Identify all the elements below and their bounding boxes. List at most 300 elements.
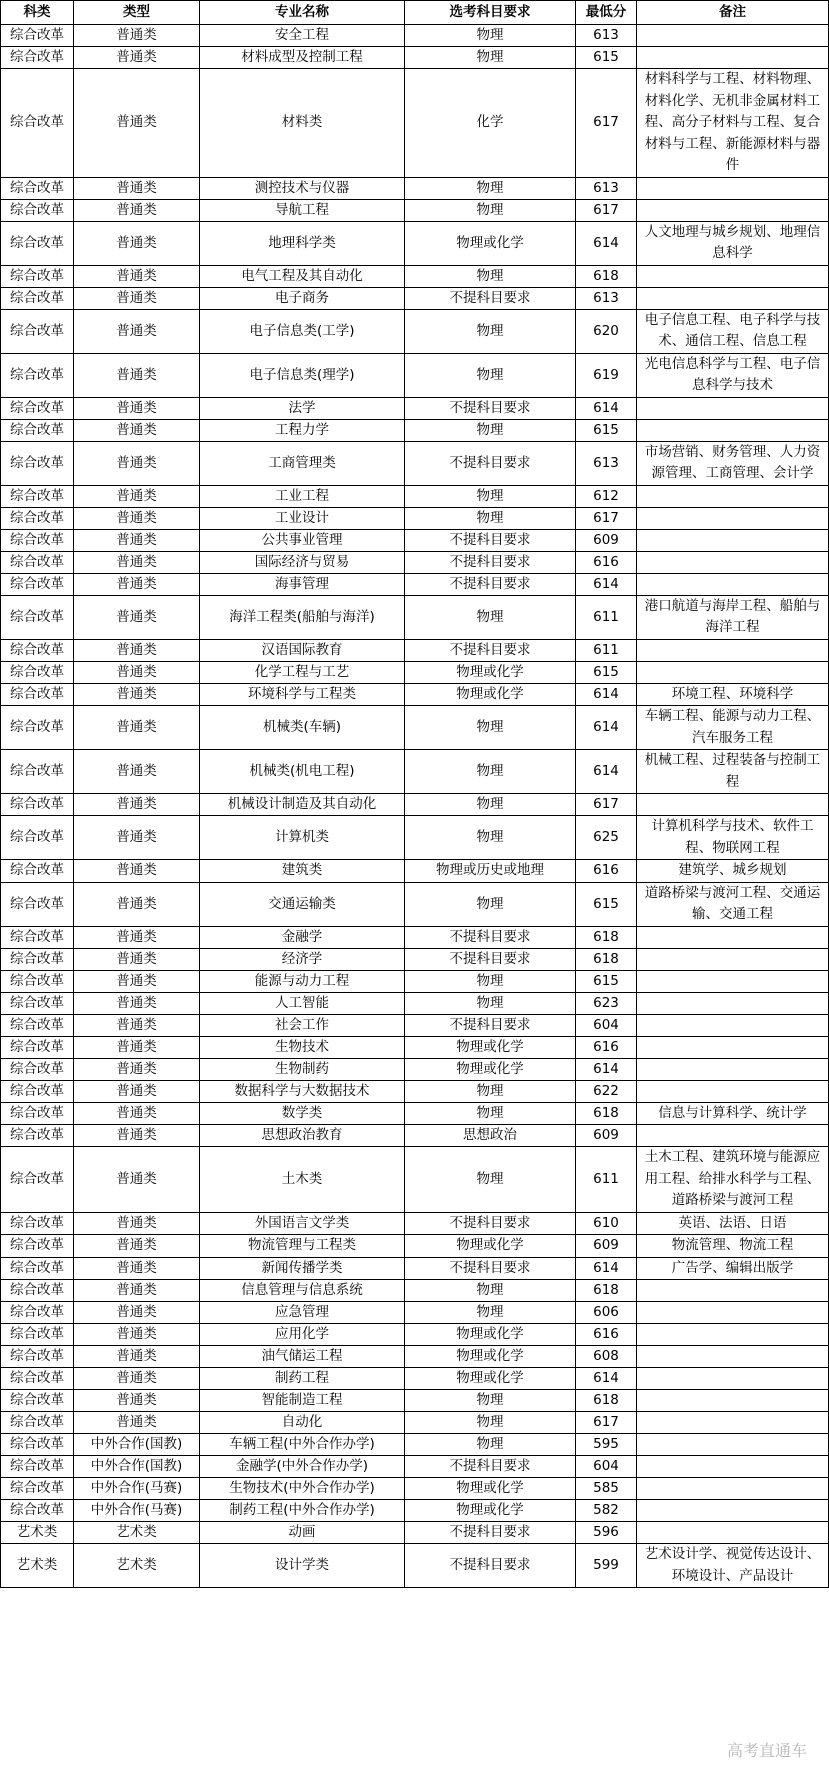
table-row — [1, 397, 829, 419]
cell-notes — [637, 1390, 829, 1412]
cell-category: 综合改革 — [1, 794, 74, 816]
cell-subject-requirement: 物理 — [405, 1280, 576, 1302]
cell-notes — [637, 1500, 829, 1522]
cell-category: 综合改革 — [1, 1036, 74, 1058]
cell-min-score: 614 — [576, 221, 637, 265]
table-row — [1, 1346, 829, 1368]
cell-subject-requirement: 物理或化学 — [405, 221, 576, 265]
table-row — [1, 1102, 829, 1125]
cell-type: 普通类 — [74, 25, 200, 47]
cell-major: 土木类 — [200, 1147, 405, 1213]
cell-major: 材料类 — [200, 69, 405, 178]
cell-type: 普通类 — [74, 1257, 200, 1280]
cell-notes — [637, 794, 829, 816]
table-row — [1, 419, 829, 441]
cell-notes — [637, 507, 829, 529]
cell-min-score: 614 — [576, 1058, 637, 1080]
cell-subject-requirement: 物理 — [405, 595, 576, 639]
cell-notes — [637, 926, 829, 948]
cell-category: 综合改革 — [1, 595, 74, 639]
cell-major: 自动化 — [200, 1412, 405, 1434]
table-row — [1, 573, 829, 595]
cell-major: 建筑类 — [200, 860, 405, 883]
cell-major: 社会工作 — [200, 1014, 405, 1036]
cell-min-score: 604 — [576, 1014, 637, 1036]
table-row — [1, 529, 829, 551]
cell-min-score: 614 — [576, 706, 637, 750]
cell-subject-requirement: 物理 — [405, 199, 576, 221]
cell-notes — [637, 661, 829, 683]
table-row — [1, 507, 829, 529]
cell-major: 生物技术 — [200, 1036, 405, 1058]
cell-min-score: 604 — [576, 1456, 637, 1478]
cell-notes — [637, 1434, 829, 1456]
cell-major: 工业工程 — [200, 485, 405, 507]
cell-subject-requirement: 思想政治 — [405, 1125, 576, 1147]
cell-type: 中外合作(国教) — [74, 1434, 200, 1456]
table-row — [1, 1147, 829, 1213]
cell-type: 艺术类 — [74, 1544, 200, 1588]
cell-subject-requirement: 不提科目要求 — [405, 1456, 576, 1478]
cell-type: 普通类 — [74, 529, 200, 551]
cell-notes — [637, 1368, 829, 1390]
cell-min-score: 609 — [576, 529, 637, 551]
cell-subject-requirement: 物理或化学 — [405, 1478, 576, 1500]
cell-min-score: 606 — [576, 1302, 637, 1324]
cell-category: 综合改革 — [1, 507, 74, 529]
cell-notes — [637, 992, 829, 1014]
table-row — [1, 353, 829, 397]
cell-type: 普通类 — [74, 573, 200, 595]
cell-notes — [637, 1522, 829, 1544]
table-row — [1, 926, 829, 948]
cell-subject-requirement: 物理 — [405, 353, 576, 397]
cell-major: 动画 — [200, 1522, 405, 1544]
cell-type: 普通类 — [74, 1280, 200, 1302]
cell-major: 工商管理类 — [200, 441, 405, 485]
cell-major: 数据科学与大数据技术 — [200, 1080, 405, 1102]
cell-major: 应用化学 — [200, 1324, 405, 1346]
cell-major: 金融学 — [200, 926, 405, 948]
cell-notes — [637, 1080, 829, 1102]
table-row — [1, 595, 829, 639]
cell-type: 普通类 — [74, 706, 200, 750]
cell-major: 制药工程 — [200, 1368, 405, 1390]
table-row — [1, 1280, 829, 1302]
cell-subject-requirement: 物理 — [405, 507, 576, 529]
cell-major: 车辆工程(中外合作办学) — [200, 1434, 405, 1456]
cell-min-score: 614 — [576, 573, 637, 595]
cell-type: 普通类 — [74, 441, 200, 485]
cell-notes: 环境工程、环境科学 — [637, 683, 829, 706]
cell-subject-requirement: 物理 — [405, 177, 576, 199]
cell-min-score: 618 — [576, 1102, 637, 1125]
cell-major: 制药工程(中外合作办学) — [200, 1500, 405, 1522]
table-row — [1, 25, 829, 47]
cell-category: 综合改革 — [1, 882, 74, 926]
cell-category: 综合改革 — [1, 529, 74, 551]
cell-min-score: 618 — [576, 926, 637, 948]
cell-notes: 电子信息工程、电子科学与技术、通信工程、信息工程 — [637, 309, 829, 353]
cell-notes — [637, 199, 829, 221]
table-row — [1, 860, 829, 883]
table-row — [1, 683, 829, 706]
cell-notes — [637, 419, 829, 441]
cell-notes: 物流管理、物流工程 — [637, 1235, 829, 1258]
cell-subject-requirement: 物理 — [405, 1390, 576, 1412]
cell-min-score: 614 — [576, 1368, 637, 1390]
cell-min-score: 618 — [576, 265, 637, 287]
cell-notes: 材料科学与工程、材料物理、材料化学、无机非金属材料工程、高分子材料与工程、复合材料与工程、新能源材料与器件 — [637, 69, 829, 178]
table-row — [1, 750, 829, 794]
table-row — [1, 1456, 829, 1478]
cell-type: 中外合作(国教) — [74, 1456, 200, 1478]
cell-category: 艺术类 — [1, 1544, 74, 1588]
cell-min-score: 613 — [576, 25, 637, 47]
cell-category: 综合改革 — [1, 1346, 74, 1368]
table-row — [1, 287, 829, 309]
table-row — [1, 882, 829, 926]
cell-min-score: 613 — [576, 287, 637, 309]
cell-notes — [637, 1125, 829, 1147]
header-type: 类型 — [74, 1, 200, 25]
cell-major: 人工智能 — [200, 992, 405, 1014]
cell-category: 综合改革 — [1, 441, 74, 485]
table-row — [1, 1212, 829, 1235]
cell-category: 综合改革 — [1, 1368, 74, 1390]
cell-min-score: 614 — [576, 397, 637, 419]
table-row — [1, 551, 829, 573]
cell-type: 普通类 — [74, 1390, 200, 1412]
cell-type: 普通类 — [74, 47, 200, 69]
cell-type: 艺术类 — [74, 1522, 200, 1544]
header-major: 专业名称 — [200, 1, 405, 25]
cell-min-score: 611 — [576, 639, 637, 661]
cell-min-score: 617 — [576, 199, 637, 221]
cell-notes — [637, 1280, 829, 1302]
cell-type: 中外合作(马赛) — [74, 1500, 200, 1522]
cell-subject-requirement: 物理 — [405, 1434, 576, 1456]
cell-category: 综合改革 — [1, 1212, 74, 1235]
cell-category: 综合改革 — [1, 1080, 74, 1102]
cell-category: 综合改革 — [1, 1235, 74, 1258]
cell-type: 普通类 — [74, 1235, 200, 1258]
cell-notes — [637, 1058, 829, 1080]
cell-notes — [637, 1014, 829, 1036]
cell-category: 综合改革 — [1, 573, 74, 595]
cell-type: 普通类 — [74, 750, 200, 794]
cell-major: 电气工程及其自动化 — [200, 265, 405, 287]
cell-notes: 计算机科学与技术、软件工程、物联网工程 — [637, 816, 829, 860]
cell-min-score: 611 — [576, 1147, 637, 1213]
cell-min-score: 613 — [576, 441, 637, 485]
cell-min-score: 595 — [576, 1434, 637, 1456]
cell-major: 地理科学类 — [200, 221, 405, 265]
cell-type: 普通类 — [74, 353, 200, 397]
table-row — [1, 948, 829, 970]
cell-subject-requirement: 物理 — [405, 1102, 576, 1125]
cell-type: 普通类 — [74, 199, 200, 221]
cell-major: 设计学类 — [200, 1544, 405, 1588]
cell-notes: 英语、法语、日语 — [637, 1212, 829, 1235]
cell-category: 综合改革 — [1, 860, 74, 883]
cell-subject-requirement: 物理或化学 — [405, 1500, 576, 1522]
cell-major: 计算机类 — [200, 816, 405, 860]
cell-type: 普通类 — [74, 683, 200, 706]
cell-type: 普通类 — [74, 265, 200, 287]
table-row — [1, 816, 829, 860]
cell-notes — [637, 1346, 829, 1368]
cell-category: 综合改革 — [1, 1500, 74, 1522]
cell-notes: 广告学、编辑出版学 — [637, 1257, 829, 1280]
cell-type: 普通类 — [74, 970, 200, 992]
cell-major: 法学 — [200, 397, 405, 419]
cell-subject-requirement: 不提科目要求 — [405, 573, 576, 595]
cell-min-score: 599 — [576, 1544, 637, 1588]
cell-min-score: 616 — [576, 1324, 637, 1346]
cell-subject-requirement: 不提科目要求 — [405, 551, 576, 573]
cell-min-score: 616 — [576, 1036, 637, 1058]
cell-notes: 光电信息科学与工程、电子信息科学与技术 — [637, 353, 829, 397]
cell-subject-requirement: 物理 — [405, 1412, 576, 1434]
cell-subject-requirement: 不提科目要求 — [405, 1544, 576, 1588]
cell-type: 普通类 — [74, 1147, 200, 1213]
cell-min-score: 617 — [576, 69, 637, 178]
cell-major: 新闻传播学类 — [200, 1257, 405, 1280]
cell-category: 综合改革 — [1, 750, 74, 794]
cell-subject-requirement: 物理 — [405, 882, 576, 926]
cell-min-score: 616 — [576, 551, 637, 573]
cell-notes: 艺术设计学、视觉传达设计、环境设计、产品设计 — [637, 1544, 829, 1588]
cell-major: 化学工程与工艺 — [200, 661, 405, 683]
cell-major: 导航工程 — [200, 199, 405, 221]
cell-type: 普通类 — [74, 69, 200, 178]
cell-min-score: 610 — [576, 1212, 637, 1235]
cell-subject-requirement: 不提科目要求 — [405, 287, 576, 309]
cell-type: 普通类 — [74, 309, 200, 353]
cell-category: 综合改革 — [1, 948, 74, 970]
table-row — [1, 1257, 829, 1280]
cell-category: 综合改革 — [1, 1058, 74, 1080]
cell-type: 普通类 — [74, 992, 200, 1014]
cell-notes: 土木工程、建筑环境与能源应用工程、给排水科学与工程、道路桥梁与渡河工程 — [637, 1147, 829, 1213]
cell-major: 物流管理与工程类 — [200, 1235, 405, 1258]
cell-subject-requirement: 不提科目要求 — [405, 1014, 576, 1036]
cell-major: 机械设计制造及其自动化 — [200, 794, 405, 816]
cell-type: 普通类 — [74, 1125, 200, 1147]
cell-notes — [637, 485, 829, 507]
cell-category: 综合改革 — [1, 816, 74, 860]
cell-notes: 信息与计算科学、统计学 — [637, 1102, 829, 1125]
cell-min-score: 614 — [576, 1257, 637, 1280]
cell-type: 普通类 — [74, 1058, 200, 1080]
cell-major: 电子信息类(理学) — [200, 353, 405, 397]
table-row — [1, 1368, 829, 1390]
cell-min-score: 615 — [576, 882, 637, 926]
cell-min-score: 615 — [576, 419, 637, 441]
cell-notes — [637, 970, 829, 992]
cell-major: 金融学(中外合作办学) — [200, 1456, 405, 1478]
cell-notes — [637, 265, 829, 287]
cell-major: 工业设计 — [200, 507, 405, 529]
cell-major: 智能制造工程 — [200, 1390, 405, 1412]
cell-min-score: 585 — [576, 1478, 637, 1500]
cell-category: 综合改革 — [1, 661, 74, 683]
cell-notes: 港口航道与海岸工程、船舶与海洋工程 — [637, 595, 829, 639]
cell-category: 综合改革 — [1, 419, 74, 441]
cell-subject-requirement: 物理 — [405, 1302, 576, 1324]
cell-notes — [637, 287, 829, 309]
cell-type: 普通类 — [74, 882, 200, 926]
cell-min-score: 616 — [576, 860, 637, 883]
table-row — [1, 485, 829, 507]
cell-category: 综合改革 — [1, 69, 74, 178]
cell-major: 信息管理与信息系统 — [200, 1280, 405, 1302]
cell-category: 综合改革 — [1, 199, 74, 221]
cell-major: 应急管理 — [200, 1302, 405, 1324]
cell-category: 综合改革 — [1, 485, 74, 507]
cell-category: 综合改革 — [1, 221, 74, 265]
cell-subject-requirement: 不提科目要求 — [405, 1522, 576, 1544]
cell-notes — [637, 573, 829, 595]
cell-type: 普通类 — [74, 551, 200, 573]
cell-major: 环境科学与工程类 — [200, 683, 405, 706]
cell-category: 综合改革 — [1, 1412, 74, 1434]
header-min-score: 最低分 — [576, 1, 637, 25]
table-row — [1, 441, 829, 485]
cell-notes — [637, 1036, 829, 1058]
cell-subject-requirement: 物理 — [405, 970, 576, 992]
cell-category: 综合改革 — [1, 25, 74, 47]
cell-major: 能源与动力工程 — [200, 970, 405, 992]
cell-category: 综合改革 — [1, 1147, 74, 1213]
cell-type: 普通类 — [74, 1102, 200, 1125]
table-row — [1, 706, 829, 750]
table-row — [1, 221, 829, 265]
cell-subject-requirement: 物理 — [405, 992, 576, 1014]
cell-notes — [637, 47, 829, 69]
cell-category: 艺术类 — [1, 1522, 74, 1544]
cell-subject-requirement: 物理 — [405, 47, 576, 69]
cell-major: 交通运输类 — [200, 882, 405, 926]
cell-type: 普通类 — [74, 661, 200, 683]
cell-subject-requirement: 物理或化学 — [405, 1036, 576, 1058]
cell-major: 外国语言文学类 — [200, 1212, 405, 1235]
cell-category: 综合改革 — [1, 1456, 74, 1478]
cell-subject-requirement: 不提科目要求 — [405, 397, 576, 419]
cell-notes — [637, 551, 829, 573]
cell-major: 工程力学 — [200, 419, 405, 441]
cell-notes — [637, 177, 829, 199]
cell-subject-requirement: 物理 — [405, 485, 576, 507]
cell-subject-requirement: 物理 — [405, 706, 576, 750]
table-row — [1, 1412, 829, 1434]
cell-category: 综合改革 — [1, 47, 74, 69]
cell-notes: 道路桥梁与渡河工程、交通运输、交通工程 — [637, 882, 829, 926]
cell-notes — [637, 1456, 829, 1478]
header-subject-requirement: 选考科目要求 — [405, 1, 576, 25]
cell-min-score: 618 — [576, 948, 637, 970]
cell-category: 综合改革 — [1, 970, 74, 992]
cell-min-score: 609 — [576, 1235, 637, 1258]
cell-subject-requirement: 不提科目要求 — [405, 1257, 576, 1280]
cell-min-score: 614 — [576, 750, 637, 794]
cell-category: 综合改革 — [1, 1102, 74, 1125]
cell-category: 综合改革 — [1, 1324, 74, 1346]
cell-type: 普通类 — [74, 926, 200, 948]
cell-major: 材料成型及控制工程 — [200, 47, 405, 69]
table-row — [1, 1324, 829, 1346]
cell-subject-requirement: 不提科目要求 — [405, 926, 576, 948]
cell-min-score: 617 — [576, 507, 637, 529]
cell-min-score: 617 — [576, 794, 637, 816]
cell-major: 国际经济与贸易 — [200, 551, 405, 573]
cell-min-score: 615 — [576, 661, 637, 683]
table-row — [1, 69, 829, 178]
cell-type: 普通类 — [74, 1368, 200, 1390]
cell-type: 普通类 — [74, 507, 200, 529]
cell-major: 机械类(车辆) — [200, 706, 405, 750]
cell-type: 普通类 — [74, 948, 200, 970]
cell-type: 普通类 — [74, 221, 200, 265]
cell-type: 普通类 — [74, 816, 200, 860]
cell-subject-requirement: 物理或化学 — [405, 1346, 576, 1368]
cell-subject-requirement: 物理或化学 — [405, 661, 576, 683]
cell-min-score: 620 — [576, 309, 637, 353]
cell-type: 普通类 — [74, 177, 200, 199]
cell-subject-requirement: 不提科目要求 — [405, 529, 576, 551]
cell-notes — [637, 948, 829, 970]
table-row — [1, 1544, 829, 1588]
cell-type: 普通类 — [74, 1324, 200, 1346]
cell-type: 普通类 — [74, 1302, 200, 1324]
header-notes: 备注 — [637, 1, 829, 25]
cell-major: 油气储运工程 — [200, 1346, 405, 1368]
table-row — [1, 639, 829, 661]
cell-category: 综合改革 — [1, 1125, 74, 1147]
cell-category: 综合改革 — [1, 265, 74, 287]
cell-major: 思想政治教育 — [200, 1125, 405, 1147]
cell-major: 电子商务 — [200, 287, 405, 309]
cell-major: 经济学 — [200, 948, 405, 970]
cell-min-score: 609 — [576, 1125, 637, 1147]
cell-category: 综合改革 — [1, 1478, 74, 1500]
table-row — [1, 177, 829, 199]
cell-min-score: 615 — [576, 970, 637, 992]
cell-type: 普通类 — [74, 485, 200, 507]
cell-type: 普通类 — [74, 1212, 200, 1235]
cell-notes — [637, 639, 829, 661]
cell-subject-requirement: 物理或化学 — [405, 1235, 576, 1258]
cell-major: 生物制药 — [200, 1058, 405, 1080]
cell-subject-requirement: 物理或化学 — [405, 683, 576, 706]
table-row — [1, 265, 829, 287]
cell-min-score: 622 — [576, 1080, 637, 1102]
cell-type: 普通类 — [74, 639, 200, 661]
cell-category: 综合改革 — [1, 1280, 74, 1302]
cell-major: 机械类(机电工程) — [200, 750, 405, 794]
cell-category: 综合改革 — [1, 353, 74, 397]
table-row — [1, 1390, 829, 1412]
cell-major: 生物技术(中外合作办学) — [200, 1478, 405, 1500]
cell-major: 汉语国际教育 — [200, 639, 405, 661]
cell-type: 普通类 — [74, 860, 200, 883]
cell-min-score: 625 — [576, 816, 637, 860]
cell-subject-requirement: 物理 — [405, 419, 576, 441]
table-row — [1, 1036, 829, 1058]
cell-min-score: 619 — [576, 353, 637, 397]
cell-type: 普通类 — [74, 1346, 200, 1368]
